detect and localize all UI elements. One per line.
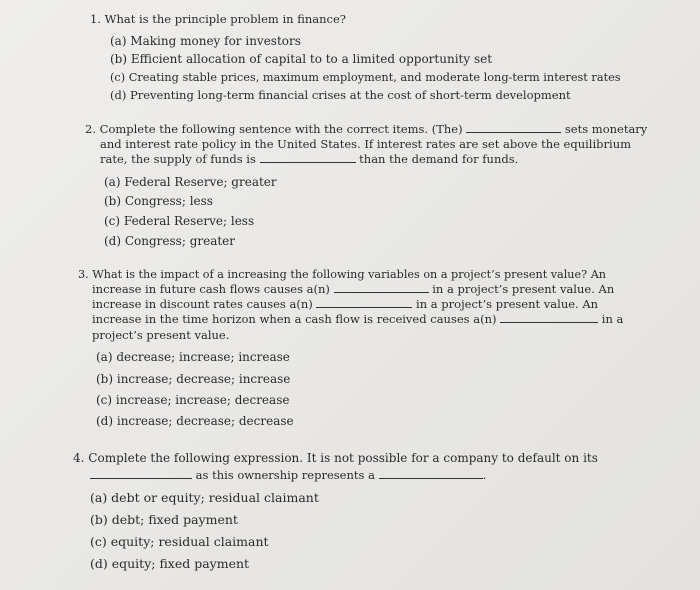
answer-blank[interactable] <box>90 468 192 479</box>
answer-blank[interactable] <box>379 468 483 479</box>
question-3-line-2: increase in future cash flows causes a(n) in a project’s present value. An <box>92 282 615 296</box>
question-2-line-2: and interest rate policy in the United States. If interest rates are set above the equilibrium <box>100 137 632 151</box>
answer-blank[interactable] <box>334 282 429 293</box>
option-4d[interactable]: (d) equity; fixed payment <box>90 556 250 571</box>
question-3-line-4: increase in the time horizon when a cash flow is received causes a(n) in a <box>92 312 624 326</box>
question-4-line-2: as this ownership represents a . <box>90 468 486 483</box>
option-1b[interactable]: (b) Efficient allocation of capital to to a limited opportunity set <box>110 52 493 66</box>
option-3a[interactable]: (a) decrease; increase; increase <box>96 350 290 364</box>
answer-blank[interactable] <box>500 312 598 323</box>
question-text: What is the principle problem in finance? <box>104 12 346 26</box>
question-4-line-1: 4. Complete the following expression. It is not possible for a company to default on its <box>73 451 598 465</box>
option-2b[interactable]: (b) Congress; less <box>104 194 213 208</box>
option-3d[interactable]: (d) increase; decrease; decrease <box>96 414 294 428</box>
option-1a[interactable]: (a) Making money for investors <box>110 34 301 48</box>
answer-blank[interactable] <box>316 297 412 308</box>
option-2a[interactable]: (a) Federal Reserve; greater <box>104 175 277 189</box>
option-3b[interactable]: (b) increase; decrease; increase <box>96 372 291 386</box>
option-3c[interactable]: (c) increase; increase; decrease <box>96 393 290 407</box>
option-1c[interactable]: (c) Creating stable prices, maximum employment, and moderate long-term interest rates <box>110 71 621 84</box>
question-2-line-1: 2. Complete the following sentence with the correct items. (The) sets monetary <box>85 122 648 136</box>
option-4b[interactable]: (b) debt; fixed payment <box>90 512 238 527</box>
option-4c[interactable]: (c) equity; residual claimant <box>90 534 269 549</box>
question-2-line-3: rate, the supply of funds is than the demand for funds. <box>100 152 519 166</box>
question-number: 4. <box>73 451 85 465</box>
option-2d[interactable]: (d) Congress; greater <box>104 234 236 248</box>
question-3-line-3: increase in discount rates causes a(n) in a project’s present value. An <box>92 297 599 311</box>
question-1-stem <box>90 12 346 27</box>
answer-blank[interactable] <box>260 152 356 163</box>
option-4a[interactable]: (a) debt or equity; residual claimant <box>90 490 319 505</box>
question-number: 3. <box>78 268 89 281</box>
question-3-line-1: 3. What is the impact of a increasing the following variables on a project’s present value? An <box>78 268 606 281</box>
question-number: 1. <box>90 12 101 26</box>
question-3-line-5: project’s present value. <box>92 328 230 342</box>
option-2c[interactable]: (c) Federal Reserve; less <box>104 214 255 228</box>
option-1d[interactable]: (d) Preventing long-term financial crises at the cost of short-term development <box>110 88 571 102</box>
answer-blank[interactable] <box>466 122 561 133</box>
question-number: 2. <box>85 122 96 136</box>
